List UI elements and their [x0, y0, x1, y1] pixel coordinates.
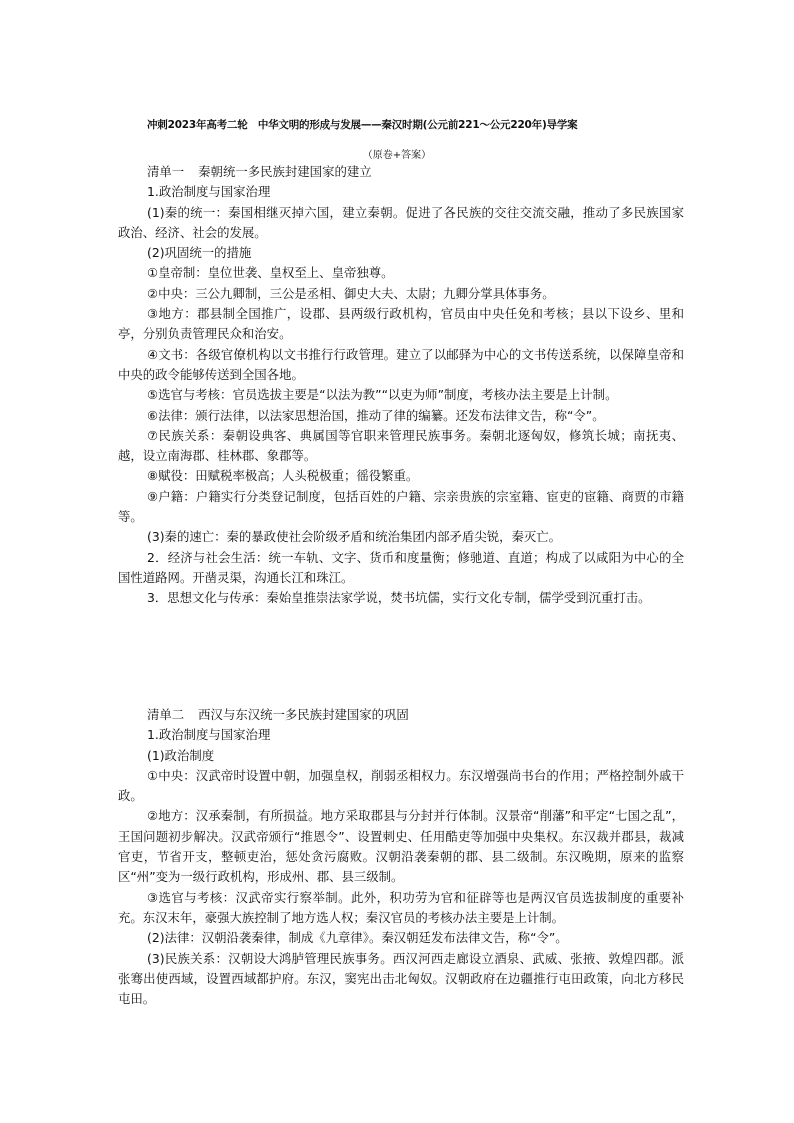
list-item: ③选官与考核：汉武帝实行察举制。此外，积功劳为官和征辟等也是两汉官员选拔制度的重要补充。东汉末年，豪强大族控制了地方选人权；秦汉官员的考核办法主要是上计制。	[118, 889, 684, 925]
subheading: 1.政治制度与国家治理	[147, 184, 271, 200]
list-item: ①中央：汉武帝时设置中朝，加强皇权，削弱丞相权力。东汉增强尚书台的作用；严格控制外戚干政。	[118, 767, 684, 804]
paragraph: (1)政治制度	[147, 747, 215, 763]
list-item: ③地方：郡县制全国推广，设郡、县两级行政机构，官员由中央任免和考核；县以下设乡、里和亭，分别负责管理民众和治安。	[118, 306, 684, 342]
paragraph: (2)巩固统一的措施	[147, 245, 252, 261]
section-label: 清单二	[147, 707, 185, 722]
list-item: ⑨户籍：户籍实行分类登记制度，包括百姓的户籍、宗亲贵族的宗室籍、宦吏的宦籍、商贾的市籍等。	[118, 488, 684, 525]
list-item: ⑦民族关系：秦朝设典客、典属国等官职来管理民族事务。秦朝北逐匈奴，修筑长城；南抚夷、越，设立南海郡、桂林郡、象郡等。	[118, 427, 684, 464]
section-title: 西汉与东汉统一多民族封建国家的巩固	[198, 707, 409, 722]
section-heading	[118, 705, 684, 725]
document-subtitle: （原卷+答案）	[362, 150, 432, 161]
document-title: 冲刺2023年高考二轮 中华文明的形成与发展——秦汉时期(公元前221～公元220年)导学案	[147, 119, 578, 131]
subheading: 1.政治制度与国家治理	[147, 727, 271, 743]
section-title: 秦朝统一多民族封建国家的建立	[198, 164, 372, 179]
section-2	[118, 705, 684, 1009]
paragraph: 3．思想文化与传承：秦始皇推崇法家学说，焚书坑儒，实行文化专制，儒学受到沉重打击。	[147, 590, 651, 606]
paragraph: (3)民族关系：汉朝设大鸿胪管理民族事务。西汉河西走廊设立酒泉、武威、张掖、敦煌四郡。派张骞出使西域，设置西域都护府。东汉，窦宪出击北匈奴。汉朝政府在边疆推行屯田政策，向北方移民屯田。	[118, 950, 684, 1007]
list-item: ②中央：三公九卿制，三公是丞相、御史大夫、太尉；九卿分掌具体事务。	[147, 285, 555, 301]
list-item: ⑤选官与考核：官员选拔主要是“以法为教”“以吏为师”制度，考核办法主要是上计制。	[147, 387, 618, 403]
list-item: ⑥法律：颁行法律，以法家思想治国，推动了律的编纂。还发布法律文告，称“令”。	[147, 407, 605, 423]
paragraph: 2．经济与社会生活：统一车轨、文字、货币和度量衡；修驰道、直道；构成了以咸阳为中心的全国性道路网。开凿灵渠，沟通长江和珠江。	[118, 549, 684, 585]
list-item: ⑧赋役：田赋税率极高；人头税极重；徭役繁重。	[147, 468, 419, 484]
list-item: ①皇帝制：皇位世袭、皇权至上、皇帝独尊。	[147, 265, 394, 281]
list-item: ④文书：各级官僚机构以文书推行行政管理。建立了以邮驿为中心的文书传送系统，以保障皇帝和中央的政令能够传送到全国各地。	[118, 346, 684, 382]
paragraph: (2)法律：汉朝沿袭秦律，制成《九章律》。秦汉朝廷发布法律文告，称“令”。	[147, 930, 568, 946]
section-heading	[118, 162, 684, 182]
paragraph: (3)秦的速亡：秦的暴政使社会阶级矛盾和统治集团内部矛盾尖锐，秦灭亡。	[147, 529, 562, 545]
section-1	[118, 162, 684, 609]
paragraph: (1)秦的统一：秦国相继灭掉六国，建立秦朝。促进了各民族的交往交流交融，推动了多民族国家政治、经济、社会的发展。	[118, 204, 684, 240]
section-label: 清单一	[147, 164, 185, 179]
list-item: ②地方：汉承秦制，有所损益。地方采取郡县与分封并行体制。汉景帝“削藩”和平定“七国之乱”，王国问题初步解决。汉武帝颁行“推恩令”、设置刺史、任用酷吏等加强中央集权。东汉裁并郡县，裁减官吏，节省开支，整顿吏治，惩处贪污腐败。汉朝沿袭秦朝的郡、县二级制。东汉晚期，原来的监察区“州”变为一级行政机构，形成州、郡、县三级制。	[118, 808, 684, 885]
